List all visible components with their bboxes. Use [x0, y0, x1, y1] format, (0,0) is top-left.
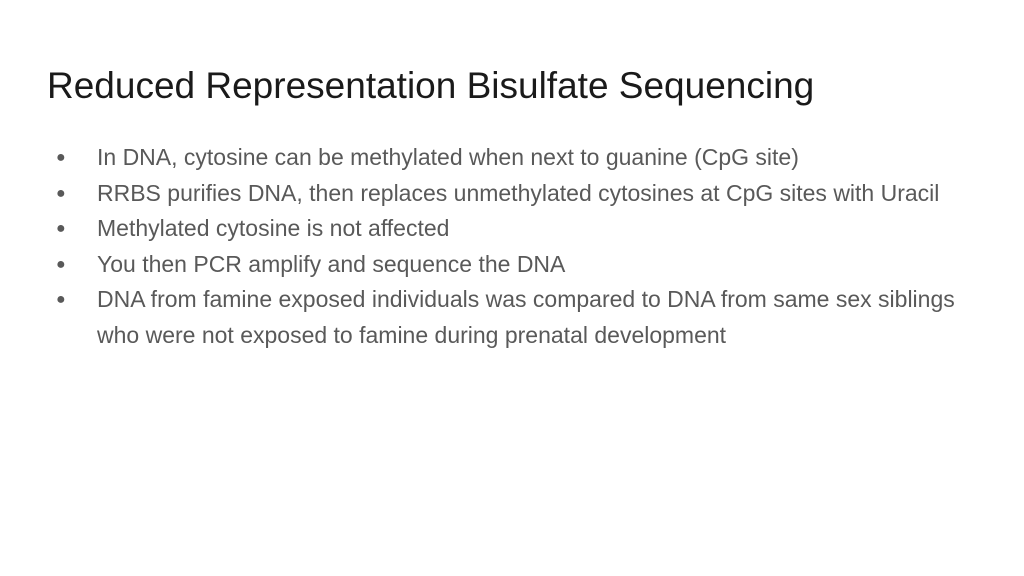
- bullet-icon: ●: [56, 291, 66, 308]
- bullet-item: [56, 140, 976, 176]
- bullet-text: DNA from famine exposed individuals was compared to DNA from same sex siblings who were not exposed to famine during prenatal development: [97, 286, 955, 348]
- bullet-text: RRBS purifies DNA, then replaces unmethylated cytosines at CpG sites with Uracil: [97, 179, 940, 206]
- bullet-icon: ●: [56, 255, 66, 273]
- bullet-icon: ●: [56, 184, 66, 202]
- bullet-item: [56, 282, 976, 353]
- bullet-list: [56, 140, 976, 353]
- bullet-icon: ●: [56, 220, 66, 237]
- bullet-item: [56, 176, 976, 212]
- bullet-text: In DNA, cytosine can be methylated when next to guanine (CpG site): [97, 144, 799, 170]
- bullet-text: Methylated cytosine is not affected: [97, 215, 450, 241]
- bullet-item: [56, 211, 976, 247]
- bullet-icon: ●: [56, 149, 66, 166]
- bullet-text: You then PCR amplify and sequence the DNA: [97, 250, 566, 277]
- bullet-item: [56, 247, 976, 283]
- slide-title: Reduced Representation Bisulfate Sequencing: [47, 65, 815, 106]
